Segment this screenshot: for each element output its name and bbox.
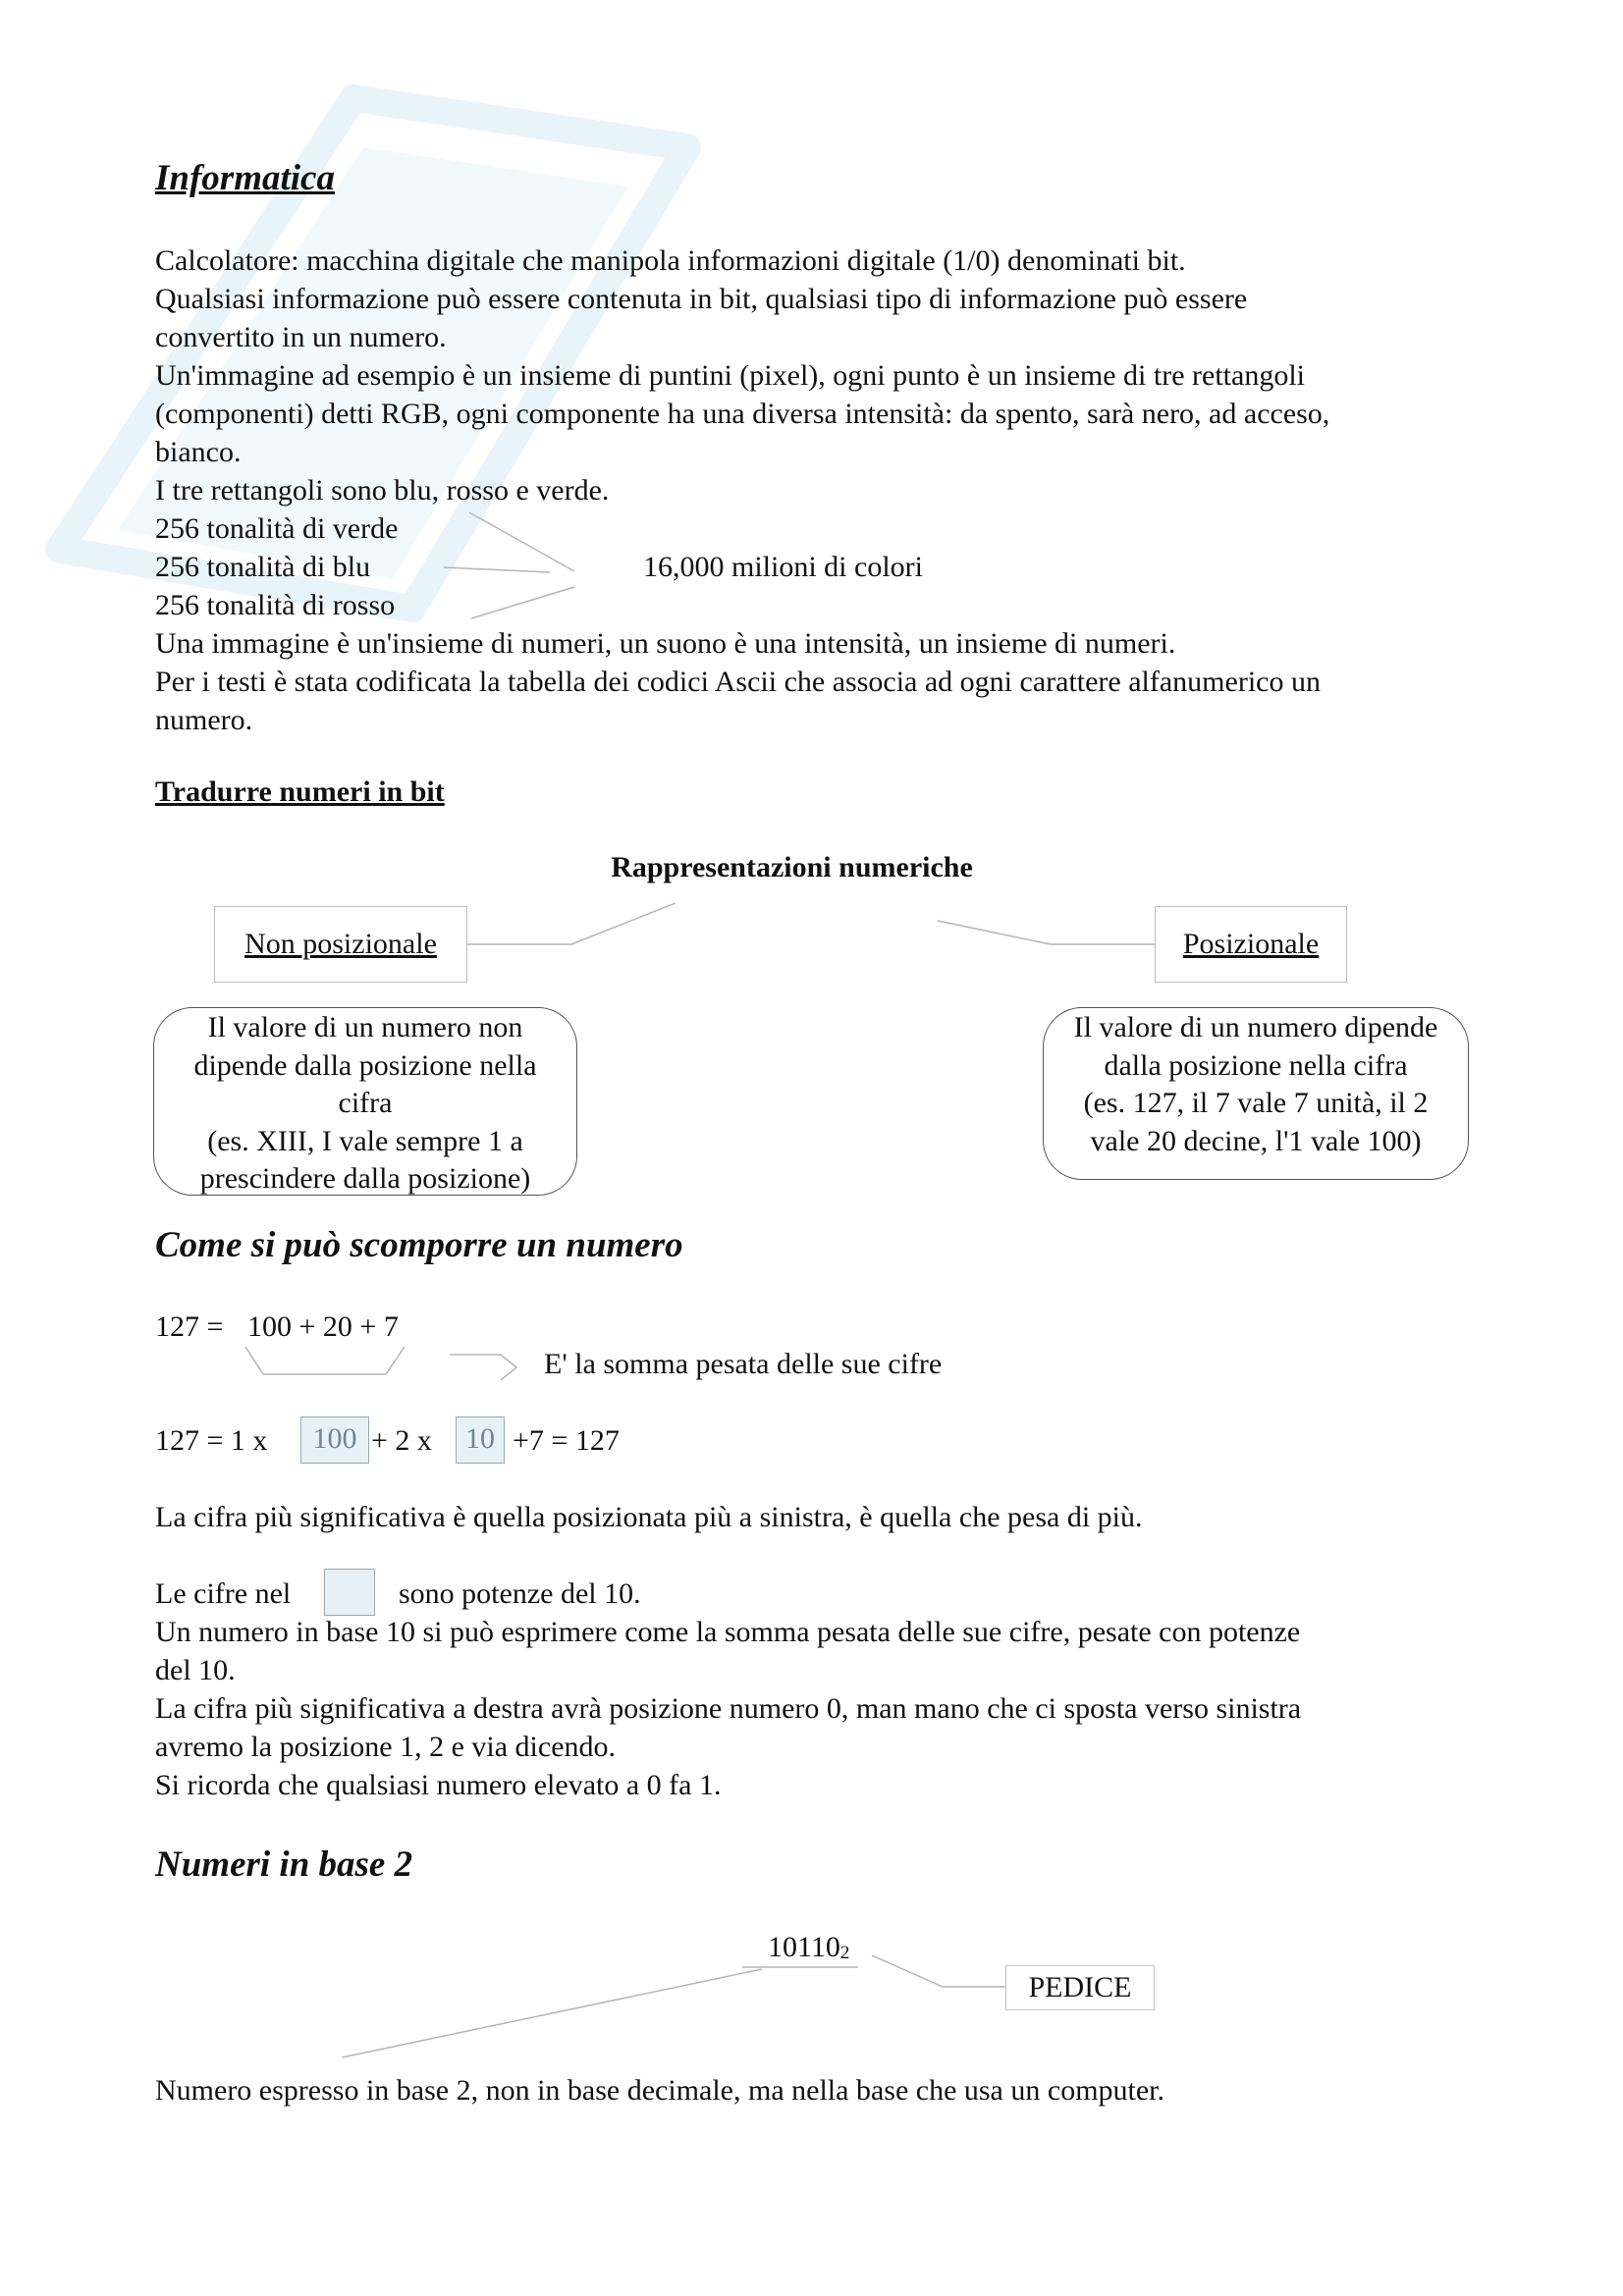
after-line-1: Una immagine è un'insieme di numeri, un suono è una intensità, un insieme di numeri. <box>155 627 1176 660</box>
left-desc-line-2: dipende dalla posizione nella <box>193 1048 537 1082</box>
intro-line-5: (componenti) detti RGB, ogni componente ha una diversa intensità: da spento, sarà nero, ad acceso, <box>155 398 1330 430</box>
left-desc-line-3: cifra <box>338 1087 393 1119</box>
pedice-box <box>1005 1965 1155 2010</box>
tonalita-rosso: 256 tonalità di rosso <box>155 589 396 621</box>
eq2-part-a: 127 = 1 x <box>155 1424 268 1457</box>
scomporre-para-3: Un numero in base 10 si può esprimere come la somma pesata delle sue cifre, pesate con potenze <box>155 1616 1301 1648</box>
empty-weight-box <box>324 1569 375 1616</box>
right-desc-line-2: dalla posizione nella cifra <box>1104 1048 1408 1082</box>
page-title: Informatica <box>155 158 335 198</box>
scomporre-para-2b: sono potenze del 10. <box>399 1577 641 1610</box>
eq1-note: E' la somma pesata delle sue cifre <box>544 1348 943 1380</box>
intro-line-2: Qualsiasi informazione può essere contenuta in bit, qualsiasi tipo di informazione può essere <box>155 283 1248 315</box>
tonalita-totale: 16,000 milioni di colori <box>643 551 923 583</box>
eq1-right: 100 + 20 + 7 <box>247 1310 399 1343</box>
posizionale-description <box>1043 1007 1469 1180</box>
intro-line-7: I tre rettangoli sono blu, rosso e verde. <box>155 474 610 507</box>
diagram-title: Rappresentazioni numeriche <box>611 851 973 883</box>
eq2-weight-box-100: 100 <box>300 1416 369 1464</box>
after-line-2: Per i testi è stata codificata la tabella dei codici Ascii che associa ad ogni carattere alfanumerico un <box>155 666 1321 698</box>
scomporre-para-2a: Le cifre nel <box>155 1577 292 1610</box>
base2-number-digits: 10110 <box>768 1931 840 1963</box>
non-posizionale-box <box>214 906 467 983</box>
right-desc-line-4: vale 20 decine, l'1 vale 100) <box>1090 1124 1422 1157</box>
intro-line-4: Un'immagine ad esempio è un insieme di puntini (pixel), ogni punto è un insieme di tre rettangoli <box>155 359 1305 392</box>
tonalita-verde: 256 tonalità di verde <box>155 512 399 545</box>
non-posizionale-label: Non posizionale <box>244 928 437 960</box>
scomporre-heading: Come si può scomporre un numero <box>155 1225 683 1265</box>
posizionale-box <box>1155 906 1347 983</box>
eq2-part-c: +7 = 127 <box>513 1424 620 1457</box>
eq1-left: 127 = <box>155 1310 224 1343</box>
scomporre-para-1: La cifra più significativa è quella posizionata più a sinistra, è quella che pesa di più. <box>155 1501 1143 1533</box>
right-desc-line-3: (es. 127, il 7 vale 7 unità, il 2 <box>1083 1087 1429 1119</box>
intro-line-6: bianco. <box>155 436 242 468</box>
scomporre-para-4: del 10. <box>155 1654 236 1686</box>
base2-heading: Numeri in base 2 <box>155 1844 413 1885</box>
scomporre-para-7: Si ricorda che qualsiasi numero elevato a 0 fa 1. <box>155 1769 722 1801</box>
base2-caption: Numero espresso in base 2, non in base decimale, ma nella base che usa un computer. <box>155 2074 1165 2107</box>
eq2-weight-box-10: 10 <box>456 1416 505 1464</box>
scomporre-para-6: avremo la posizione 1, 2 e via dicendo. <box>155 1731 617 1763</box>
intro-line-3: convertito in un numero. <box>155 321 447 353</box>
posizionale-label: Posizionale <box>1182 928 1320 960</box>
eq2-part-b: + 2 x <box>371 1424 432 1457</box>
left-desc-line-4: (es. XIII, I vale sempre 1 a <box>207 1124 523 1157</box>
left-desc-line-5: prescindere dalla posizione) <box>199 1162 531 1195</box>
base2-subscript: 2 <box>839 1943 850 1963</box>
tonalita-blu: 256 tonalità di blu <box>155 551 371 583</box>
pedice-label: PEDICE <box>1028 1971 1132 2003</box>
scomporre-para-5: La cifra più significativa a destra avrà posizione numero 0, man mano che ci sposta verso sinistra <box>155 1692 1302 1725</box>
base2-number <box>768 1928 849 1972</box>
non-posizionale-description <box>153 1007 577 1196</box>
intro-line-1: Calcolatore: macchina digitale che manipola informazioni digitale (1/0) denominati bit. <box>155 244 1186 277</box>
tradurre-heading: Tradurre numeri in bit <box>155 775 445 808</box>
right-desc-line-1: Il valore di un numero dipende <box>1073 1011 1438 1043</box>
left-desc-line-1: Il valore di un numero non <box>207 1011 523 1043</box>
after-line-3: numero. <box>155 704 253 736</box>
